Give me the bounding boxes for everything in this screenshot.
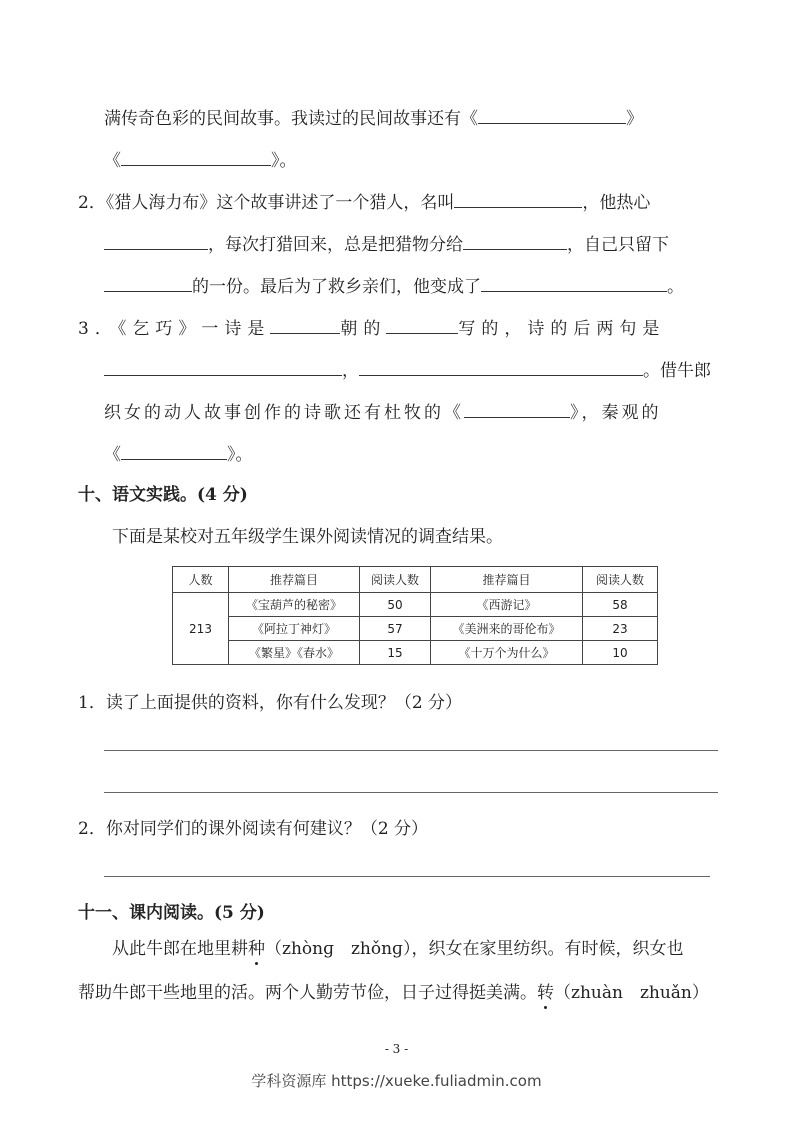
answer-blank[interactable] [463,232,567,250]
footer-watermark: 学科资源库 https://xueke.fuliadmin.com [251,1072,542,1090]
q2-text: ，自己只留下 [567,235,669,255]
table-header-row [173,567,658,593]
q2-line-1 [78,190,650,214]
table-header: 阅读人数 [360,567,431,593]
q2-text: 的一份。最后为了救乡亲们，他变成了 [192,277,481,297]
table-header: 推荐篇目 [431,567,583,593]
q3-line-1 [78,316,665,340]
q2-line-3 [104,274,684,298]
section-10-q2: 2．你对同学们的课外阅读有何建议？（2 分） [78,819,429,839]
page-number: - 3 - [384,1042,409,1056]
q1-line-1 [104,106,643,130]
q3-text: 。借牛郎 [643,361,711,381]
table-row [173,593,658,617]
q2-text: ，每次打猎回来，总是把猎物分给 [208,235,463,255]
answer-blank[interactable] [478,106,626,124]
q2-text: 。 [667,277,684,297]
table-cell: 50 [360,593,431,617]
dotted-character: 转 [537,983,554,1003]
q3-text: 织女的动人故事创作的诗歌还有杜牧的《 [104,403,464,423]
table-row [173,641,658,665]
answer-line[interactable] [104,792,718,793]
table-cell: 15 [360,641,431,665]
reading-text: （zhònɡ zhǒnɡ），织女在家里纺织。有时候，织女也 [265,939,684,959]
table-cell: 《宝葫芦的秘密》 [229,593,360,617]
q2-line-2 [104,232,669,256]
table-cell: 10 [583,641,658,665]
q1-bracket: 》。 [271,151,297,171]
reading-paragraph-line-2 [78,982,709,1004]
answer-blank[interactable] [359,358,643,376]
answer-blank[interactable] [464,400,570,418]
table-cell: 《繁星》《春水》 [229,641,360,665]
q3-text: ， [342,361,359,381]
q3-text: 》。 [227,445,253,465]
reading-paragraph-line-1 [112,938,683,960]
table-cell: 《阿拉丁神灯》 [229,617,360,641]
dotted-character: 种 [248,939,265,959]
answer-line[interactable] [104,750,718,751]
answer-blank[interactable] [104,274,192,292]
table-cell: 《美洲来的哥伦布》 [431,617,583,641]
answer-blank[interactable] [104,358,342,376]
q3-text: 《 [104,445,121,465]
q1-line-2 [104,148,297,172]
reading-text: 帮助牛郎干些地里的活。两个人勤劳节俭，日子过得挺美满。 [78,983,537,1003]
table-header: 阅读人数 [583,567,658,593]
section-10-intro: 下面是某校对五年级学生课外阅读情况的调查结果。 [112,527,503,547]
table-cell: 《西游记》 [431,593,583,617]
answer-blank[interactable] [270,316,340,334]
q3-text: 写的，诗的后两句是 [458,319,666,339]
answer-blank[interactable] [121,442,227,460]
table-cell-total: 213 [173,593,229,665]
q3-line-3 [104,400,662,424]
table-cell: 《十万个为什么》 [431,641,583,665]
q3-line-2 [104,358,711,382]
section-10-title: 十、语文实践。(4 分) [78,485,248,505]
table-cell: 58 [583,593,658,617]
section-11-title: 十一、课内阅读。(5 分) [78,903,265,923]
q3-text: 朝的 [340,319,387,339]
answer-blank[interactable] [104,232,208,250]
section-10-q1: 1．读了上面提供的资料，你有什么发现？（2 分） [78,693,463,713]
table-cell: 23 [583,617,658,641]
q2-text: 2．《猎人海力布》这个故事讲述了一个猎人，名叫 [78,193,455,213]
reading-text: 从此牛郎在地里耕 [112,939,248,959]
q1-bracket: 》 [626,109,643,129]
q3-line-4 [104,442,253,466]
survey-table [172,566,658,665]
reading-text: （zhuàn zhuǎn） [554,983,709,1003]
answer-blank[interactable] [481,274,667,292]
q2-text: ，他热心 [582,193,651,213]
table-header: 推荐篇目 [229,567,360,593]
table-row [173,617,658,641]
table-cell: 57 [360,617,431,641]
answer-blank[interactable] [121,148,271,166]
answer-blank[interactable] [386,316,458,334]
q1-text: 满传奇色彩的民间故事。我读过的民间故事还有《 [104,109,478,129]
q3-text: 》，秦观的 [570,403,662,423]
q1-bracket: 《 [104,151,121,171]
q3-text: 3．《乞巧》一诗是 [78,319,271,339]
answer-blank[interactable] [454,190,582,208]
answer-line[interactable] [104,876,710,877]
table-header: 人数 [173,567,229,593]
